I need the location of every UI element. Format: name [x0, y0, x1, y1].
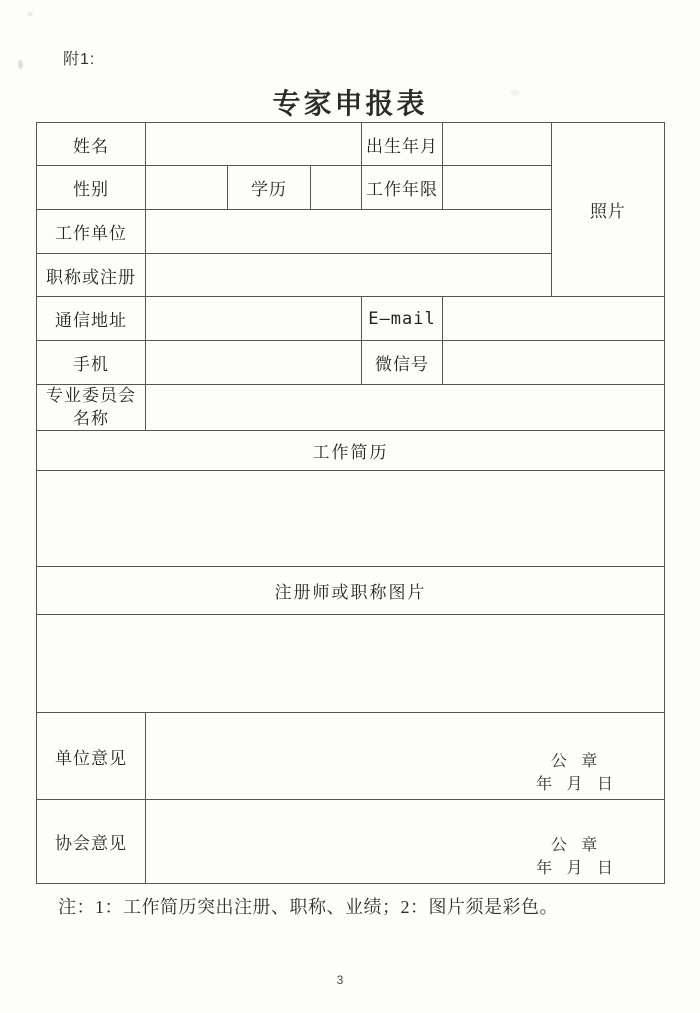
committee-name-label-line2: 名称 [73, 408, 109, 428]
work-unit-label: 工作单位 [37, 210, 146, 254]
table-row [37, 431, 665, 471]
mobile-value-cell [146, 341, 362, 385]
resume-section-header: 工作简历 [37, 431, 665, 471]
scan-noise [27, 12, 33, 16]
scan-noise [18, 60, 23, 69]
name-value-cell [146, 123, 362, 166]
association-seal-label: 公 章 [550, 836, 600, 854]
title-or-registration-label: 职称或注册 [37, 254, 146, 297]
committee-name-label [37, 385, 146, 431]
certificate-images-content-cell [37, 615, 665, 713]
birth-date-label: 出生年月 [362, 123, 443, 166]
table-row [37, 385, 665, 431]
address-value-cell [146, 297, 362, 341]
certificate-images-section-header: 注册师或职称图片 [37, 567, 665, 615]
committee-name-label-line1: 专业委员会 [46, 386, 136, 406]
mobile-label: 手机 [37, 341, 146, 385]
association-seal-block [536, 834, 614, 880]
page-title: 专家申报表 [272, 88, 428, 119]
work-unit-value-cell [146, 210, 552, 254]
unit-date-label: 年 月 日 [536, 775, 615, 793]
title-or-registration-value-cell [146, 254, 552, 297]
work-years-label: 工作年限 [362, 166, 443, 210]
wechat-value-cell [443, 341, 665, 385]
table-row [37, 615, 665, 713]
table-row [37, 341, 665, 385]
gender-label: 性别 [37, 166, 146, 210]
education-label: 学历 [228, 166, 311, 210]
association-opinion-value-cell [146, 800, 665, 884]
wechat-label: 微信号 [362, 341, 443, 385]
footnote: 注：1：工作简历突出注册、职称、业绩；2：图片须是彩色。 [58, 897, 558, 917]
association-date-label: 年 月 日 [536, 859, 615, 877]
table-row [37, 800, 665, 884]
unit-seal-block [536, 750, 614, 796]
attachment-label: 附1: [63, 51, 96, 68]
email-label: E—mail [362, 297, 443, 341]
education-value-cell [311, 166, 362, 210]
name-label: 姓名 [37, 123, 146, 166]
unit-seal-label: 公 章 [550, 752, 600, 770]
table-row [37, 713, 665, 800]
photo-placeholder-cell: 照片 [552, 123, 665, 297]
table-row [37, 123, 665, 166]
table-row [37, 567, 665, 615]
email-value-cell [443, 297, 665, 341]
unit-opinion-value-cell [146, 713, 665, 800]
table-row [37, 471, 665, 567]
unit-opinion-label: 单位意见 [37, 713, 146, 800]
work-years-value-cell [443, 166, 552, 210]
resume-content-cell [37, 471, 665, 567]
table-row [37, 297, 665, 341]
gender-value-cell [146, 166, 228, 210]
committee-name-value-cell [146, 385, 665, 431]
birth-date-value-cell [443, 123, 552, 166]
association-opinion-label: 协会意见 [37, 800, 146, 884]
page-number: 3 [336, 973, 344, 987]
expert-application-table [36, 122, 665, 884]
address-label: 通信地址 [37, 297, 146, 341]
